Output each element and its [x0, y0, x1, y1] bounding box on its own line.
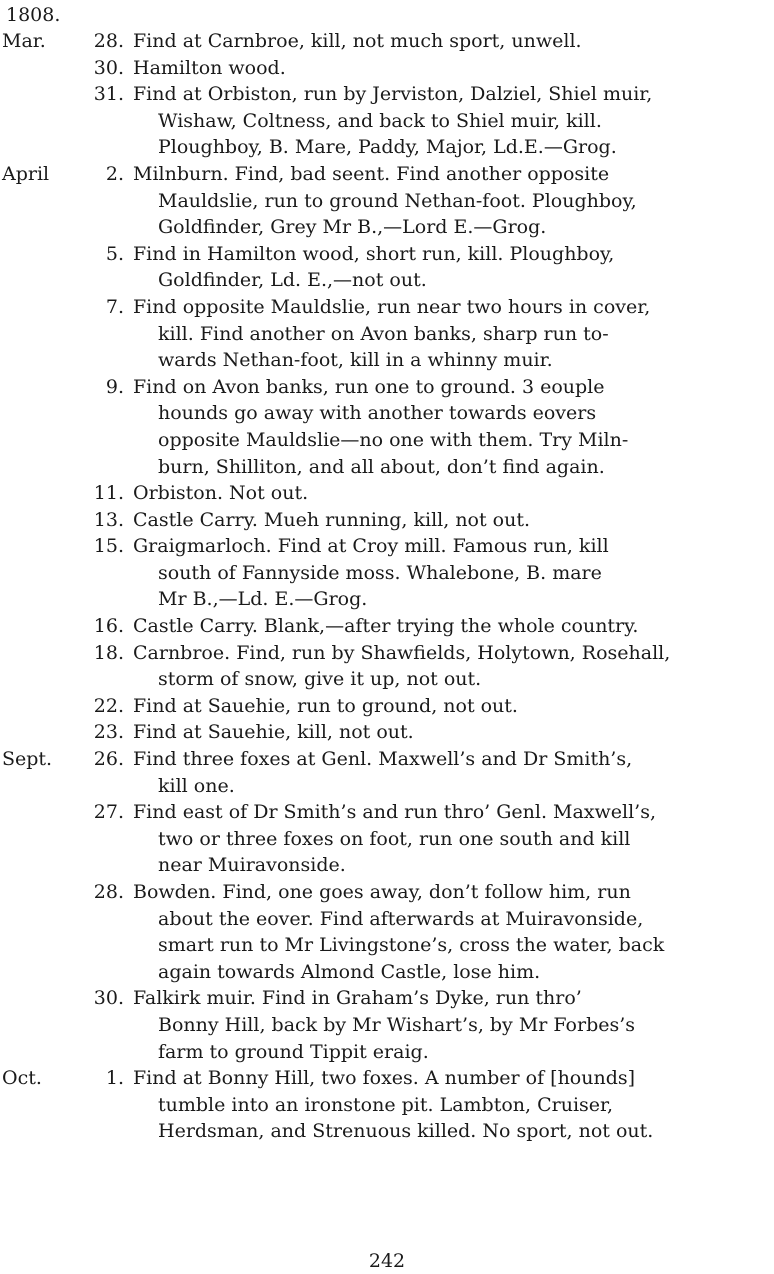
- entry-text: [133, 879, 773, 985]
- entry-day: 15.: [93, 535, 124, 558]
- entry-line: Find at Sauehie, kill, not out.: [133, 721, 414, 744]
- entry-line: smart run to Mr Livingstone’s, cross the water, back: [158, 934, 665, 957]
- entry-day: 30.: [93, 56, 124, 79]
- entry-line: Carnbroe. Find, run by Shawfields, Holytown, Rosehall,: [133, 641, 671, 664]
- entry-line: Find at Bonny Hill, two foxes. A number of [hounds]: [133, 1067, 636, 1090]
- entry-day: 7.: [105, 295, 124, 318]
- entry-line: Find on Avon banks, run one to ground. 3 eouple: [133, 375, 605, 398]
- entry-text: [133, 294, 773, 374]
- diary-entry: [0, 640, 774, 693]
- entry-day: 23.: [93, 721, 124, 744]
- diary-entry: [0, 746, 774, 799]
- entry-day: 1.: [105, 1067, 124, 1090]
- entry-line: farm to ground Tippit eraig.: [158, 1040, 429, 1063]
- entry-text: [133, 374, 773, 480]
- entry-line: two or three foxes on foot, run one south and kill: [158, 827, 631, 850]
- diary-entry: [0, 374, 774, 480]
- entry-day: 11.: [93, 482, 124, 505]
- entry-line: Orbiston. Not out.: [133, 482, 309, 505]
- entry-line: Find east of Dr Smith’s and run thro’ Genl. Maxwell’s,: [133, 801, 657, 824]
- entry-line: south of Fannyside moss. Whalebone, B. mare: [158, 561, 602, 584]
- entry-line: about the eover. Find afterwards at Muiravonside,: [158, 907, 644, 930]
- entry-line: Find three foxes at Genl. Maxwell’s and Dr Smith’s,: [133, 748, 633, 771]
- entry-line: Bowden. Find, one goes away, don’t follow him, run: [133, 881, 631, 903]
- diary-entry: [0, 241, 774, 294]
- entry-line: hounds go away with another towards eovers: [158, 402, 597, 425]
- entry-line: Mr B.,—Ld. E.—Grog.: [158, 588, 368, 611]
- entry-month: Mar.: [2, 30, 46, 52]
- entry-month: Oct.: [2, 1067, 42, 1090]
- entry-line: Milnburn. Find, bad seent. Find another opposite: [133, 162, 610, 185]
- entry-day: 22.: [93, 694, 124, 717]
- entry-day: 13.: [93, 508, 124, 531]
- year-heading: 1808.: [6, 4, 61, 26]
- entry-line: kill. Find another on Avon banks, sharp run to-: [158, 322, 609, 345]
- diary-entry: [0, 81, 774, 161]
- entry-day: 26.: [93, 748, 124, 771]
- entry-day: 9.: [105, 375, 124, 398]
- diary-entry: [0, 533, 774, 613]
- entry-text: [133, 799, 773, 879]
- entry-day: 28.: [93, 881, 124, 903]
- diary-entry: [0, 719, 774, 746]
- entry-line: Find at Carnbroe, kill, not much sport, unwell.: [133, 30, 582, 52]
- entry-month: April: [2, 162, 50, 185]
- entry-text: [133, 1065, 773, 1145]
- entry-line: Goldfinder, Grey Mr B.,—Lord E.—Grog.: [158, 216, 547, 239]
- entry-day: 28.: [93, 30, 124, 52]
- entry-line: burn, Shilliton, and all about, don’t find again.: [158, 455, 605, 478]
- entry-line: Graigmarloch. Find at Croy mill. Famous run, kill: [133, 535, 609, 558]
- entry-day: 5.: [105, 242, 124, 265]
- diary-entry: [0, 1065, 774, 1145]
- diary-entry: [0, 879, 774, 985]
- diary-entries: [0, 28, 774, 1145]
- diary-entry: [0, 507, 774, 534]
- entry-line: near Muiravonside.: [158, 854, 346, 877]
- entry-text: [133, 81, 773, 161]
- entry-day: 16.: [93, 615, 124, 638]
- entry-line: Bonny Hill, back by Mr Wishart’s, by Mr Forbes’s: [158, 1013, 636, 1036]
- entry-line: kill one.: [158, 774, 235, 797]
- diary-entry: [0, 799, 774, 879]
- entry-line: Wishaw, Coltness, and back to Shiel muir, kill.: [158, 109, 602, 132]
- entry-text: [133, 613, 773, 640]
- entry-line: storm of snow, give it up, not out.: [158, 668, 482, 691]
- entry-day: 31.: [93, 83, 124, 106]
- entry-line: Castle Carry. Blank,—after trying the whole country.: [133, 615, 639, 638]
- diary-entry: [0, 28, 774, 55]
- diary-entry: [0, 985, 774, 1065]
- entry-text: [133, 55, 773, 82]
- entry-text: [133, 985, 773, 1065]
- entry-text: [133, 746, 773, 799]
- diary-entry: [0, 693, 774, 720]
- diary-entry: [0, 161, 774, 241]
- entry-text: [133, 693, 773, 720]
- entry-line: wards Nethan-foot, kill in a whinny muir.: [158, 349, 553, 372]
- entry-line: again towards Almond Castle, lose him.: [158, 960, 541, 983]
- entry-text: [133, 640, 773, 693]
- diary-entry: [0, 55, 774, 82]
- entry-line: opposite Mauldslie—no one with them. Try Miln-: [158, 428, 629, 451]
- entry-text: [133, 533, 773, 613]
- diary-entry: [0, 480, 774, 507]
- entry-line: Find at Orbiston, run by Jerviston, Dalziel, Shiel muir,: [133, 83, 653, 106]
- entry-line: Find at Sauehie, run to ground, not out.: [133, 694, 518, 717]
- entry-line: Find opposite Mauldslie, run near two hours in cover,: [133, 295, 651, 318]
- entry-line: Ploughboy, B. Mare, Paddy, Major, Ld.E.—Grog.: [158, 136, 617, 159]
- entry-text: [133, 719, 773, 746]
- diary-entry: [0, 294, 774, 374]
- entry-text: [133, 480, 773, 507]
- entry-line: Castle Carry. Mueh running, kill, not out.: [133, 508, 531, 531]
- entry-text: [133, 28, 773, 55]
- entry-day: 30.: [93, 987, 124, 1010]
- entry-text: [133, 161, 773, 241]
- entry-text: [133, 507, 773, 534]
- entry-day: 18.: [93, 641, 124, 664]
- entry-line: Find in Hamilton wood, short run, kill. Ploughboy,: [133, 242, 615, 265]
- entry-line: Mauldslie, run to ground Nethan-foot. Ploughboy,: [158, 189, 637, 212]
- entry-text: [133, 241, 773, 294]
- diary-entry: [0, 613, 774, 640]
- entry-line: Herdsman, and Strenuous killed. No sport, not out.: [158, 1120, 654, 1143]
- entry-month: Sept.: [2, 748, 53, 771]
- page-number: 242: [368, 1250, 406, 1272]
- entry-line: Goldfinder, Ld. E.,—not out.: [158, 269, 427, 292]
- entry-line: tumble into an ironstone pit. Lambton, Cruiser,: [158, 1093, 614, 1116]
- entry-line: Hamilton wood.: [133, 56, 286, 79]
- entry-day: 2.: [105, 162, 124, 185]
- entry-line: Falkirk muir. Find in Graham’s Dyke, run thro’: [133, 987, 582, 1010]
- entry-day: 27.: [93, 801, 124, 824]
